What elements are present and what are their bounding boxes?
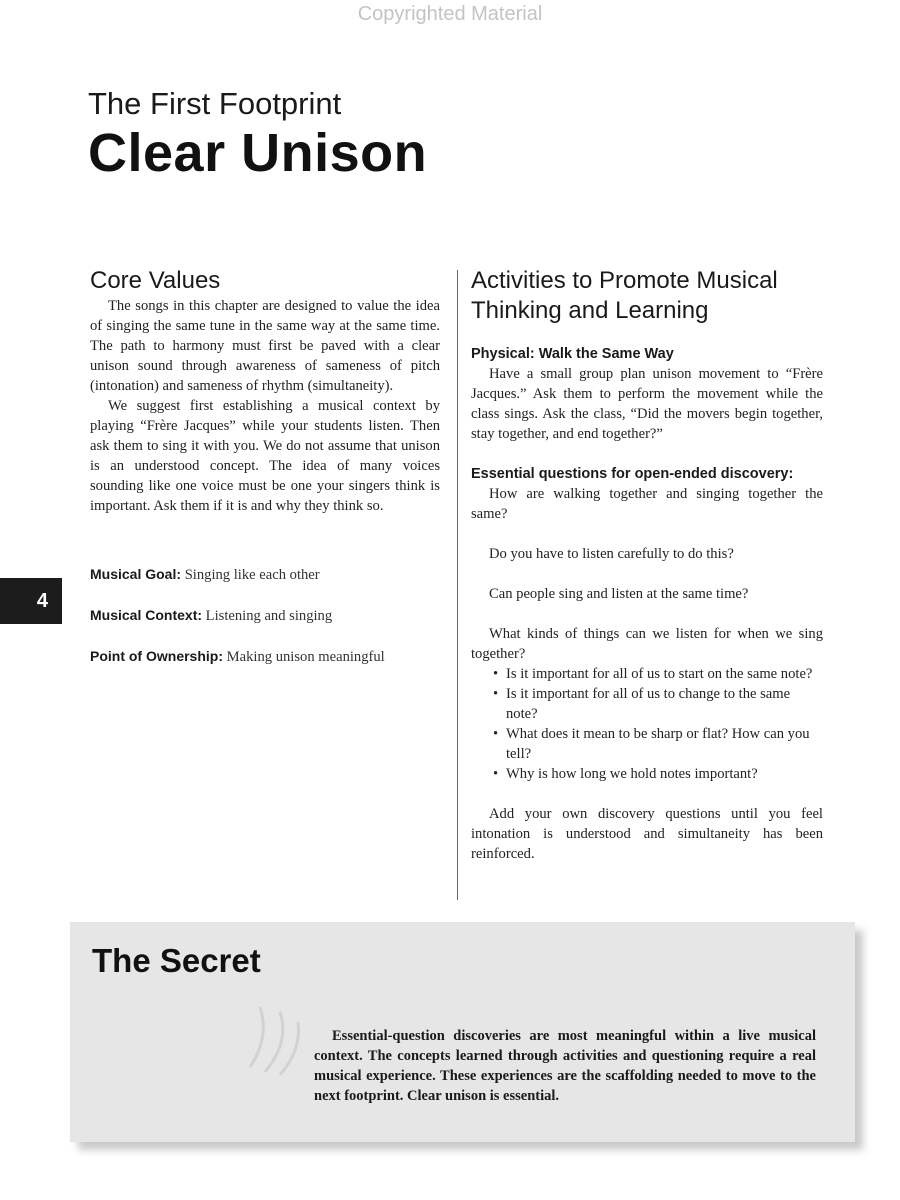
core-values-paragraph: We suggest first establishing a musical context by playing “Frère Jacques” while your students listen. Then ask them to sing it with you. We do not assume that unison is an understood concept. The idea of many voices sounding like one voice must be one your singers think is important. Ask them if it is and why they think so.: [90, 398, 440, 514]
chapter-kicker: The First Footprint: [88, 86, 342, 121]
physical-text: Have a small group plan unison movement to “Frère Jacques.” Ask them to perform the movement while the class sings. Ask the class, “Did the movers begin together, stay together, and end together?”: [471, 366, 823, 442]
goal-label: Musical Goal:: [90, 566, 182, 582]
copyright-watermark: Copyrighted Material: [357, 3, 543, 25]
bullet-item: • Why is how long we hold notes important?: [471, 764, 823, 784]
chapter-tab: 4: [0, 578, 62, 624]
goal-value: Singing like each other: [184, 567, 320, 583]
core-values-paragraph: The songs in this chapter are designed to value the idea of singing the same tune in the same way at the same time. The path to harmony must first be paved with a clear unison sound through awareness of sameness of pitch (intonation) and sameness of rhythm (simultaneity).: [90, 298, 440, 394]
point-of-ownership: [90, 646, 440, 667]
column-divider: [457, 270, 458, 900]
activities-heading-line1: Activities to Promote Musical: [471, 267, 778, 294]
essential-questions-subheading: Essential questions for open-ended discovery:: [471, 466, 794, 482]
musical-goal: [90, 564, 440, 585]
bullet-item: • Is it important for all of us to start on the same note?: [471, 664, 823, 684]
decorative-motif-icon: [240, 997, 310, 1077]
ownership-label: Point of Ownership:: [90, 648, 223, 664]
bullet-item: • Is it important for all of us to change to the same note?: [471, 684, 823, 724]
closing-text: Add your own discovery questions until you feel intonation is understood and simultaneity has been reinforced.: [471, 806, 823, 862]
question: How are walking together and singing together the same?: [471, 486, 823, 522]
question: What kinds of things can we listen for when we sing together?: [471, 626, 823, 662]
question-bullets: [471, 664, 823, 784]
ownership-value: Making unison meaningful: [226, 649, 385, 665]
secret-text: Essential-question discoveries are most meaningful within a live musical context. The concepts learned through activities and questioning require a real musical experience. These experiences are the scaffolding needed to move to the next footprint. Clear unison is essential.: [314, 1028, 816, 1104]
secret-title: The Secret: [92, 942, 261, 979]
core-values-heading: Core Values: [90, 267, 221, 294]
physical-subheading: Physical: Walk the Same Way: [471, 346, 674, 362]
question: Do you have to listen carefully to do this?: [489, 546, 734, 562]
activities-heading-line2: Thinking and Learning: [471, 297, 709, 324]
chapter-title: Clear Unison: [88, 123, 428, 183]
core-values-column: [90, 266, 440, 667]
activities-column: [471, 266, 823, 864]
musical-context: [90, 605, 440, 626]
secret-box: [70, 922, 855, 1142]
context-label: Musical Context:: [90, 607, 203, 623]
bullet-item: • What does it mean to be sharp or flat? How can you tell?: [471, 724, 823, 764]
question: Can people sing and listen at the same time?: [489, 586, 749, 602]
context-value: Listening and singing: [205, 608, 333, 624]
